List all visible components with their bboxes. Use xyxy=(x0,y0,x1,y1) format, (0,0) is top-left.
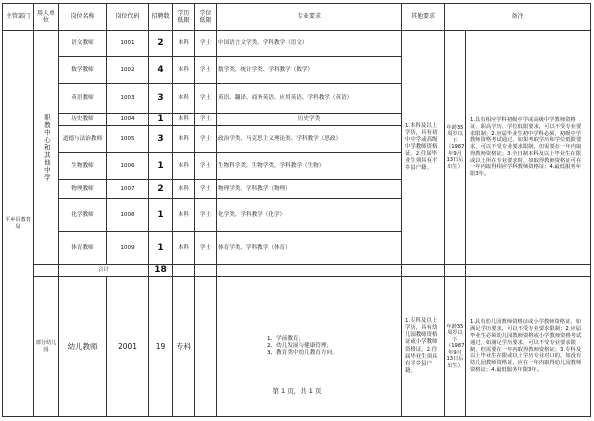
unit-cell xyxy=(34,277,59,417)
post-cell: 数学教师 xyxy=(59,57,107,84)
count-cell: 19 xyxy=(149,277,173,417)
edu-cell: 本科 xyxy=(173,232,195,265)
post-cell: 语文教师 xyxy=(59,31,107,57)
count-cell: 3 xyxy=(149,126,173,153)
table-row xyxy=(3,31,591,57)
age-cell xyxy=(445,31,466,265)
unit-cell xyxy=(34,31,59,265)
total-label: 合计 xyxy=(59,265,149,277)
degree-cell: 学士 xyxy=(195,114,217,126)
unit-name: 部分幼儿园 xyxy=(35,340,57,353)
other-req-text: 1.本科及以上学历，具有初中中学或高级中学教师资格证。2.往届毕业生须具有平乡县户籍。 xyxy=(405,122,438,172)
post-cell: 历史教师 xyxy=(59,114,107,126)
degree-cell: 学士 xyxy=(195,31,217,57)
other-req-text: 1.专科及以上学历，具有幼儿园教师资格证或小学教师资格证。2.往届毕业生须具有平乡县户籍。 xyxy=(405,318,438,374)
remarks-cell xyxy=(466,277,591,417)
header-other: 其他要求 xyxy=(402,4,445,31)
major-cell: 政治学类、马克思主义理论类、学科教学（思政） xyxy=(217,126,402,153)
code-cell: 1009 xyxy=(107,232,149,265)
unit-name: 职教中心和其他中学 xyxy=(42,113,51,182)
degree-cell: 学士 xyxy=(195,180,217,199)
other-req-cell xyxy=(402,31,445,265)
header-post: 岗位名称 xyxy=(59,4,107,31)
major-cell: 数学类、统计学类、学科教学（数学） xyxy=(217,57,402,84)
code-cell: 1005 xyxy=(107,126,149,153)
code-cell: 1003 xyxy=(107,84,149,114)
code-cell: 2001 xyxy=(107,277,149,417)
edu-cell: 本科 xyxy=(173,180,195,199)
degree-cell: 学士 xyxy=(195,232,217,265)
code-cell: 1004 xyxy=(107,114,149,126)
remarks-cell xyxy=(466,31,591,265)
header-remarks: 备注 xyxy=(445,4,591,31)
count-cell: 4 xyxy=(149,57,173,84)
edu-cell: 本科 xyxy=(173,57,195,84)
other-req-cell xyxy=(402,277,445,417)
header-degree: 学位 低限 xyxy=(195,4,217,31)
post-cell: 幼儿教师 xyxy=(59,277,107,417)
post-cell: 英语教师 xyxy=(59,84,107,114)
dept-name: 平乡县教育局 xyxy=(5,217,31,230)
edu-cell: 本科 xyxy=(173,126,195,153)
empty-cell xyxy=(195,265,217,277)
age-cell xyxy=(445,277,466,417)
edu-cell: 本科 xyxy=(173,199,195,232)
degree-cell: 学士 xyxy=(195,57,217,84)
post-cell: 物理教师 xyxy=(59,180,107,199)
post-cell: 体育教师 xyxy=(59,232,107,265)
total-value: 18 xyxy=(149,265,173,277)
count-cell: 2 xyxy=(149,180,173,199)
post-cell: 生物教师 xyxy=(59,153,107,180)
age-text: 年龄35周岁以下（1987年9月13日后出生） xyxy=(446,323,465,369)
count-cell: 2 xyxy=(149,31,173,57)
empty-cell xyxy=(402,265,445,277)
count-cell: 1 xyxy=(149,199,173,232)
header-unit: 用人单位 xyxy=(34,4,59,31)
code-cell: 1008 xyxy=(107,199,149,232)
empty-cell xyxy=(173,265,195,277)
major-cell: 历史学类 xyxy=(217,114,402,126)
major-cell: 体育学类、学科教学（体育） xyxy=(217,232,402,265)
header-row xyxy=(3,4,591,31)
degree-cell xyxy=(195,277,217,417)
major-cell: 1、学前教育； 2、幼儿发展与健康管理； 3、教育类中幼儿教育方向。 xyxy=(217,277,402,417)
count-cell: 1 xyxy=(149,114,173,126)
major-cell: 中国语言文学类、学科教学（语文） xyxy=(217,31,402,57)
age-text: 年龄35周岁以下（1987年9月13日后出生） xyxy=(446,124,465,170)
edu-cell: 本科 xyxy=(173,114,195,126)
table-row xyxy=(3,277,591,417)
total-unit-cell xyxy=(34,265,59,277)
recruitment-table xyxy=(2,3,591,417)
major-cell: 物理学类、学科教学（物理） xyxy=(217,180,402,199)
major-cell: 生物科学类、生物学类、学科教学（生物） xyxy=(217,153,402,180)
count-cell: 1 xyxy=(149,232,173,265)
total-row xyxy=(3,265,591,277)
code-cell: 1007 xyxy=(107,180,149,199)
post-cell: 化学教师 xyxy=(59,199,107,232)
degree-cell: 学士 xyxy=(195,199,217,232)
header-count: 招聘数 xyxy=(149,4,173,31)
count-cell: 1 xyxy=(149,153,173,180)
remarks-text: 1.具有相应学科初级中学或高级中学教师资格证，职高学历、学位低限要求，可以不受专业要求限制；2.应届毕业生初中学科必须，初级中学教师资格考试通过，如果考取学历和学位低限要求，可以不受专业要求限制，但需要在一年内取得教师资格证；3.全日制本科及以上毕业生在限或以上所在专业要求时，如取得教师资格证可在一年内取得相应学科教师资格证；4.最低服务年限3年。 xyxy=(470,117,582,178)
degree-cell: 学士 xyxy=(195,153,217,180)
degree-cell: 学士 xyxy=(195,126,217,153)
header-major: 专业要求 xyxy=(217,4,402,31)
edu-cell: 本科 xyxy=(173,153,195,180)
header-edu: 学历 低限 xyxy=(173,4,195,31)
empty-cell xyxy=(217,265,402,277)
major-cell: 化学类、学科教学（化学） xyxy=(217,199,402,232)
major-cell: 英语、翻译、商务英语、应用英语、学科教学（英语） xyxy=(217,84,402,114)
edu-cell: 专科 xyxy=(173,277,195,417)
empty-cell xyxy=(466,265,591,277)
remarks-text: 1.具有幼儿园教师资格证或小学教师资格证，如满足学历要求，可以不受专业要求限制；2.应届毕业生必须幼儿园教师资格或小学教师资格考试通过，如满足学历要求，可以不受专业要求限制，但需要在一年内取得教师资格证；3.专科及以上毕业生在限或以上学历专业对口的，如没有幼儿园教师资格证，应在一年内取得幼儿园教师资格证；4.最低服务年限3年。 xyxy=(470,319,582,373)
code-cell: 1001 xyxy=(107,31,149,57)
degree-cell: 学士 xyxy=(195,84,217,114)
edu-cell: 本科 xyxy=(173,31,195,57)
dept-cell xyxy=(3,31,34,417)
code-cell: 1002 xyxy=(107,57,149,84)
post-cell: 道德与法治教师 xyxy=(59,126,107,153)
page-footer: 第 1 页，共 1 页 xyxy=(272,387,322,395)
code-cell: 1006 xyxy=(107,153,149,180)
header-code: 岗位代码 xyxy=(107,4,149,31)
count-cell: 3 xyxy=(149,84,173,114)
header-dept: 主管部门 xyxy=(3,4,34,31)
edu-cell: 本科 xyxy=(173,84,195,114)
empty-cell xyxy=(445,265,466,277)
